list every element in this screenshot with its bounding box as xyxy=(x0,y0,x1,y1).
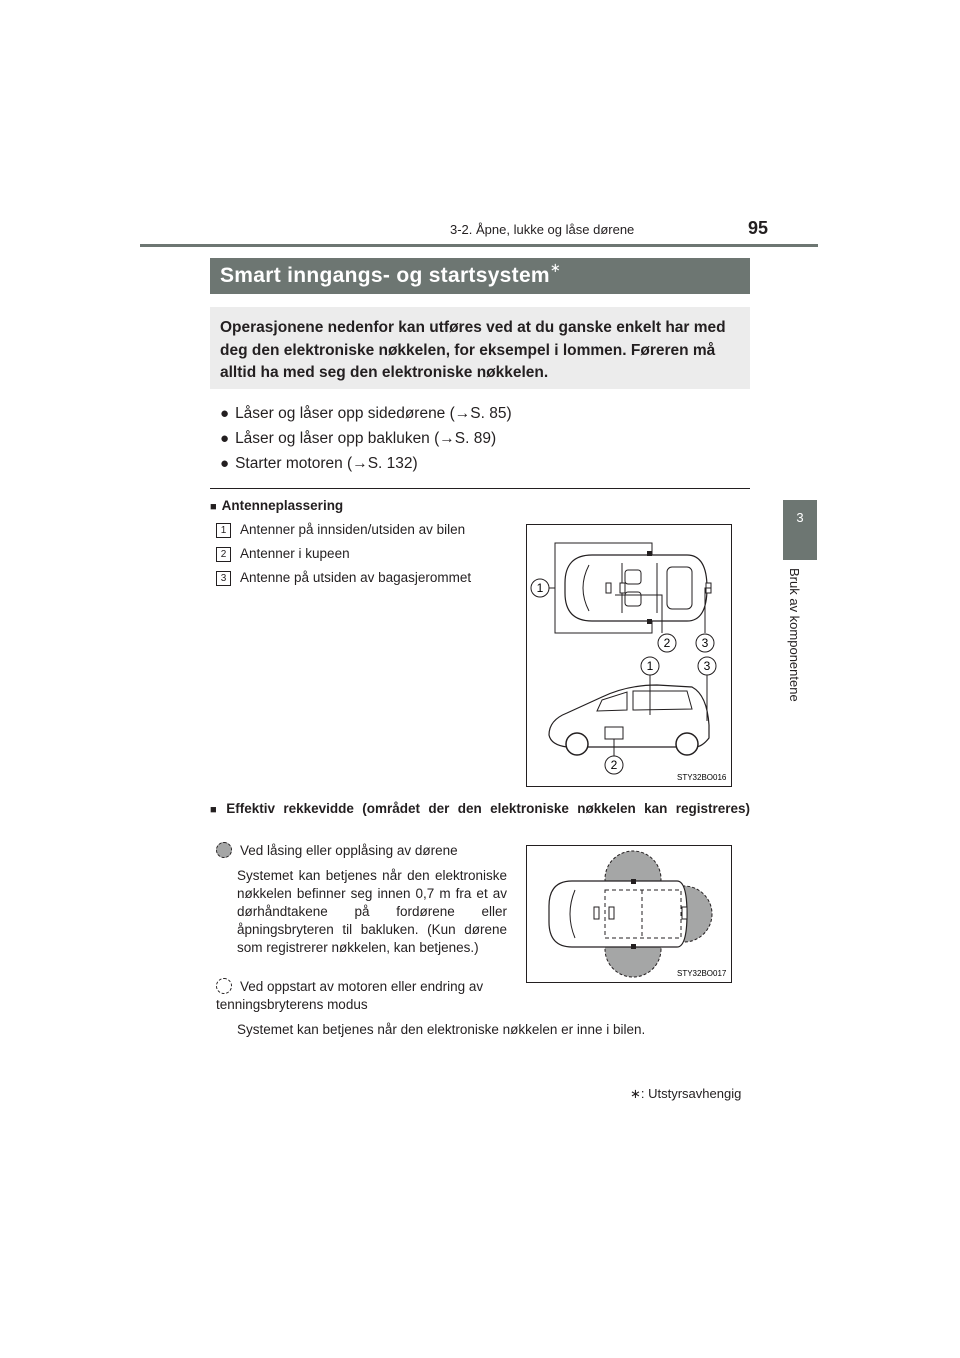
header-rule xyxy=(140,244,818,247)
option-marker: ∗ xyxy=(549,260,562,275)
shaded-circle-icon xyxy=(216,842,232,858)
number-box: 2 xyxy=(216,547,231,562)
antenna-heading: ■ Antenneplassering xyxy=(210,498,344,513)
section-title-bar xyxy=(210,258,750,294)
car-antenna-diagram xyxy=(527,525,731,786)
callout-label: 2 xyxy=(610,758,618,772)
chapter-tab xyxy=(783,500,817,560)
section-title: Smart inngangs- og startsystem xyxy=(220,264,550,287)
key-range-diagram xyxy=(527,846,731,982)
number-box: 1 xyxy=(216,523,231,538)
range-item-start-text: Systemet kan betjenes når den elektroniske nøkkelen er inne i bilen. xyxy=(237,1022,646,1037)
bullet-item: ● Starter motoren (→S. 132) xyxy=(220,455,418,472)
range-item-start: Ved oppstart av motoren eller endring av tenningsbryterens modus xyxy=(216,979,484,1012)
bullet-item: ● Låser og låser opp sidedørene (→S. 85) xyxy=(220,405,512,422)
intro-box xyxy=(210,307,750,389)
range-heading: ■ Effektiv rekkevidde (området der den elektroniske nøkkelen kan registreres) xyxy=(210,801,750,816)
callout-label: 3 xyxy=(703,659,711,673)
range-figure xyxy=(526,845,732,983)
square-bullet-icon: ■ xyxy=(210,501,217,513)
callout-label: 2 xyxy=(663,636,671,650)
page-number: 95 xyxy=(748,218,769,238)
figure-code: STY32BO017 xyxy=(677,969,727,978)
antenna-item: 3 Antenne på utsiden av bagasjerommet xyxy=(216,570,471,586)
footnote: ∗: Utstyrsavhengig xyxy=(630,1086,742,1101)
bullet-item: ● Låser og låser opp bakluken (→S. 89) xyxy=(220,430,497,447)
range-item-lock-text: Systemet kan betjenes når den elektroniske nøkkelen befinner seg innen 0,7 m fra et av dørhåndtakene på fordørene eller åpningsbryteren til bakluken. (Kun dørene som registrerer nøkkelen, kan betjenes.) xyxy=(237,868,507,955)
chapter-number: 3 xyxy=(796,510,804,525)
chapter-label: Bruk av komponentene xyxy=(787,568,802,702)
dashed-circle-icon xyxy=(216,978,232,994)
intro-text: Operasjonene nedenfor kan utføres ved at du ganske enkelt har med deg den elektroniske nøkkelen, for eksempel i lommen. Føreren må alltid ha med seg den elektroniske nøkkelen. xyxy=(220,319,726,381)
callout-label: 3 xyxy=(701,636,709,650)
number-box: 3 xyxy=(216,571,231,586)
callout-label: 1 xyxy=(536,581,544,595)
callout-label: 1 xyxy=(646,659,654,673)
antenna-figure xyxy=(526,524,732,787)
bullet-icon: ● xyxy=(220,430,230,447)
figure-code: STY32BO016 xyxy=(677,773,727,782)
range-item-lock: Ved låsing eller opplåsing av dørene xyxy=(216,842,458,858)
section-header: 3-2. Åpne, lukke og låse dørene xyxy=(450,222,635,237)
antenna-item: 1 Antenner på innsiden/utsiden av bilen xyxy=(216,522,465,538)
square-bullet-icon: ■ xyxy=(210,804,222,816)
bullet-icon: ● xyxy=(220,405,230,422)
antenna-item: 2 Antenner i kupeen xyxy=(216,546,350,562)
bullet-icon: ● xyxy=(220,455,230,472)
divider xyxy=(210,488,750,489)
